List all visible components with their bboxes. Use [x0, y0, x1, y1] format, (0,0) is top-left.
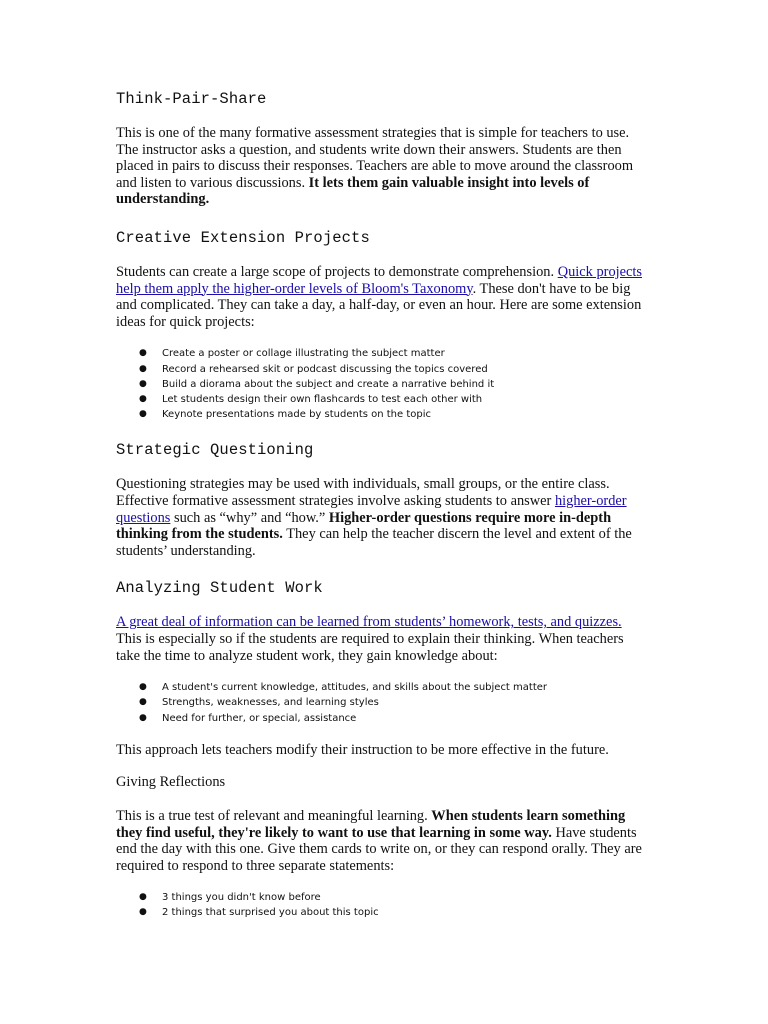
text-run: Questioning strategies may be used with individuals, small groups, or the entire class. Effective formative assessment strategies involve asking students to answer: [116, 476, 610, 509]
list-item: [116, 392, 648, 407]
bullet-list-reflections: [116, 890, 648, 920]
heading-think-pair-share: Think-Pair-Share: [116, 90, 267, 108]
bullet-icon: ●: [139, 409, 147, 420]
paragraph-think-pair-share: [116, 125, 648, 208]
bullet-icon: ●: [139, 907, 147, 918]
text-run: Students can create a large scope of projects to demonstrate comprehension.: [116, 263, 558, 280]
bullet-list-knowledge: [116, 680, 648, 726]
bullet-icon: ●: [139, 348, 147, 359]
list-item: [116, 711, 648, 726]
text-run: Have students end the day with this one. Give them cards to write on, or they can respond orally. They are required to respond to three separate statements:: [116, 824, 642, 874]
list-item-text: 2 things that surprised you about this topic: [162, 907, 379, 919]
list-item-text: Build a diorama about the subject and create a narrative behind it: [162, 378, 495, 390]
list-item-text: A student's current knowledge, attitudes, and skills about the subject matter: [162, 682, 548, 694]
heading-analyzing-student-work: Analyzing Student Work: [116, 579, 323, 598]
text-run: This is one of the many formative assessment strategies that is simple for teachers to use. The instructor asks a question, and students write down their answers. Students are then placed in pairs to discuss their responses. Teachers are able to move around the classroom and listen to various discussions.: [116, 125, 634, 191]
list-item: [116, 407, 648, 422]
bold-text: It lets them gain valuable insight into levels of understanding.: [116, 174, 590, 208]
paragraph-strategic-questioning: [116, 476, 648, 559]
list-item: [116, 680, 648, 695]
list-item-text: Keynote presentations made by students on the topic: [162, 409, 432, 421]
heading-giving-reflections: Giving Reflections: [116, 774, 226, 791]
list-item: [116, 695, 648, 710]
list-item: [116, 346, 648, 361]
bullet-icon: ●: [139, 712, 147, 723]
bullet-icon: ●: [139, 682, 147, 693]
list-item-text: Strengths, weaknesses, and learning styles: [162, 697, 379, 709]
bullet-icon: ●: [139, 378, 147, 389]
paragraph-analyzing-student-work: [116, 614, 648, 664]
text-run: This is especially so if the students are required to explain their thinking. When teachers take the time to analyze student work, they gain knowledge about:: [116, 630, 624, 664]
bullet-icon: ●: [139, 892, 147, 903]
heading-strategic-questioning: Strategic Questioning: [116, 441, 314, 460]
link-blooms-taxonomy[interactable]: Quick projects help them apply the higher-order levels of Bloom's Taxonomy: [116, 263, 643, 297]
bold-text: Higher-order questions require more in-depth thinking from the students.: [116, 509, 612, 543]
bullet-list-extension-ideas: [116, 346, 648, 422]
list-item: [116, 362, 648, 377]
list-item: [116, 905, 648, 920]
list-item: [116, 377, 648, 392]
bullet-icon: ●: [139, 363, 147, 374]
text-run: such as “why” and “how.”: [170, 509, 329, 526]
text-run: . These don't have to be big and complicated. They can take a day, a half-day, or even an hour. Here are some extension ideas for quick projects:: [116, 280, 642, 330]
bold-text: When students learn something they find useful, they're likely to want to use that learning in some way.: [116, 807, 626, 841]
link-higher-order-questions[interactable]: higher-order questions: [116, 492, 627, 526]
list-item: [116, 890, 648, 905]
heading-creative-extension-projects: Creative Extension Projects: [116, 228, 370, 247]
text-run: They can help the teacher discern the level and extent of the students’ understanding.: [116, 526, 632, 559]
paragraph-creative-extension: [116, 264, 648, 330]
bullet-icon: ●: [139, 393, 147, 404]
list-item-text: Create a poster or collage illustrating the subject matter: [162, 348, 445, 360]
bullet-icon: ●: [139, 697, 147, 708]
text-run: This is a true test of relevant and meaningful learning.: [116, 807, 432, 824]
link-student-homework[interactable]: A great deal of information can be learned from students’ homework, tests, and quizzes.: [116, 614, 622, 631]
list-item-text: Let students design their own flashcards to test each other with: [162, 393, 483, 405]
paragraph-giving-reflections: [116, 808, 648, 874]
list-item-text: Record a rehearsed skit or podcast discussing the topics covered: [162, 363, 488, 375]
list-item-text: Need for further, or special, assistance: [162, 712, 357, 724]
list-item-text: 3 things you didn't know before: [162, 892, 321, 904]
paragraph-approach: This approach lets teachers modify their instruction to be more effective in the future.: [116, 741, 609, 758]
